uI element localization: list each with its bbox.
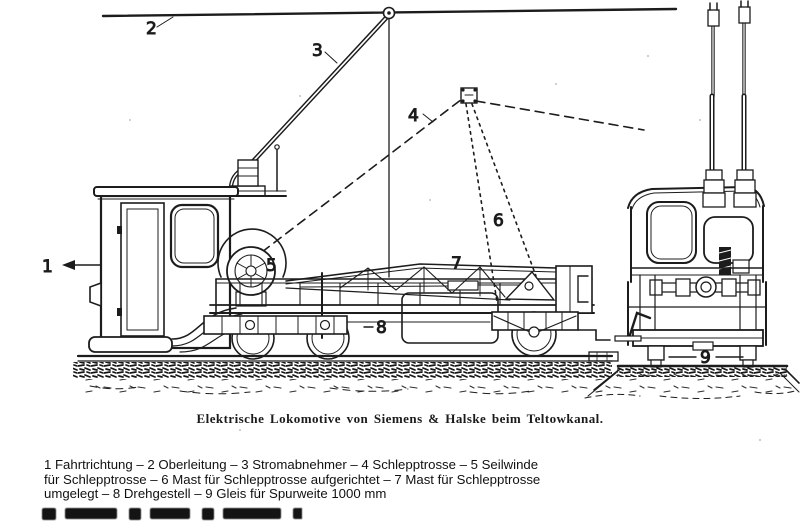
ballast-left: [73, 362, 612, 395]
callout-1: 1: [42, 257, 53, 277]
embankment-right: [585, 366, 799, 399]
callout-5: 5: [266, 256, 277, 276]
callout-3: 3: [312, 41, 323, 61]
legend-line-3: umgelegt – 8 Drehgestell – 9 Gleis für Spurweite 1000 mm: [44, 486, 387, 502]
locomotive-side-view: [62, 187, 618, 361]
callout-2: 2: [146, 19, 157, 39]
track-left: [78, 356, 612, 361]
trolley-pole: [222, 8, 395, 197]
lowered-mast: [286, 264, 556, 300]
front-lamp: [90, 283, 101, 306]
callout-9: 9: [700, 348, 711, 368]
callout-8: 8: [376, 318, 387, 338]
tow-rope-dashed: [262, 99, 644, 252]
raised-mast-dotted: [466, 104, 536, 302]
trolley-poles-front: [703, 1, 756, 207]
figure-caption: Elektrische Lokomotive von Siemens & Halske beim Teltowkanal.: [196, 411, 604, 426]
figure-legend: [44, 458, 644, 502]
legend-line-2: für Schlepptrosse – 6 Mast für Schlepptrosse aufgerichtet – 7 Mast für Schlepptrosse: [44, 471, 541, 487]
callout-6: 6: [493, 211, 504, 231]
mast-top: [461, 88, 477, 103]
callout-7: 7: [451, 254, 462, 274]
direction-arrow: [62, 260, 104, 270]
rear-bogie: [492, 312, 618, 361]
callout-4: 4: [408, 106, 419, 126]
front-body: [615, 187, 766, 367]
legend-line-1: 1 Fahrtrichtung – 2 Oberleitung – 3 Stromabnehmer – 4 Schlepptrosse – 5 Seilwinde: [44, 457, 539, 472]
locomotive-front-view: [615, 1, 766, 367]
cutoff-text-fragment: [42, 508, 302, 521]
